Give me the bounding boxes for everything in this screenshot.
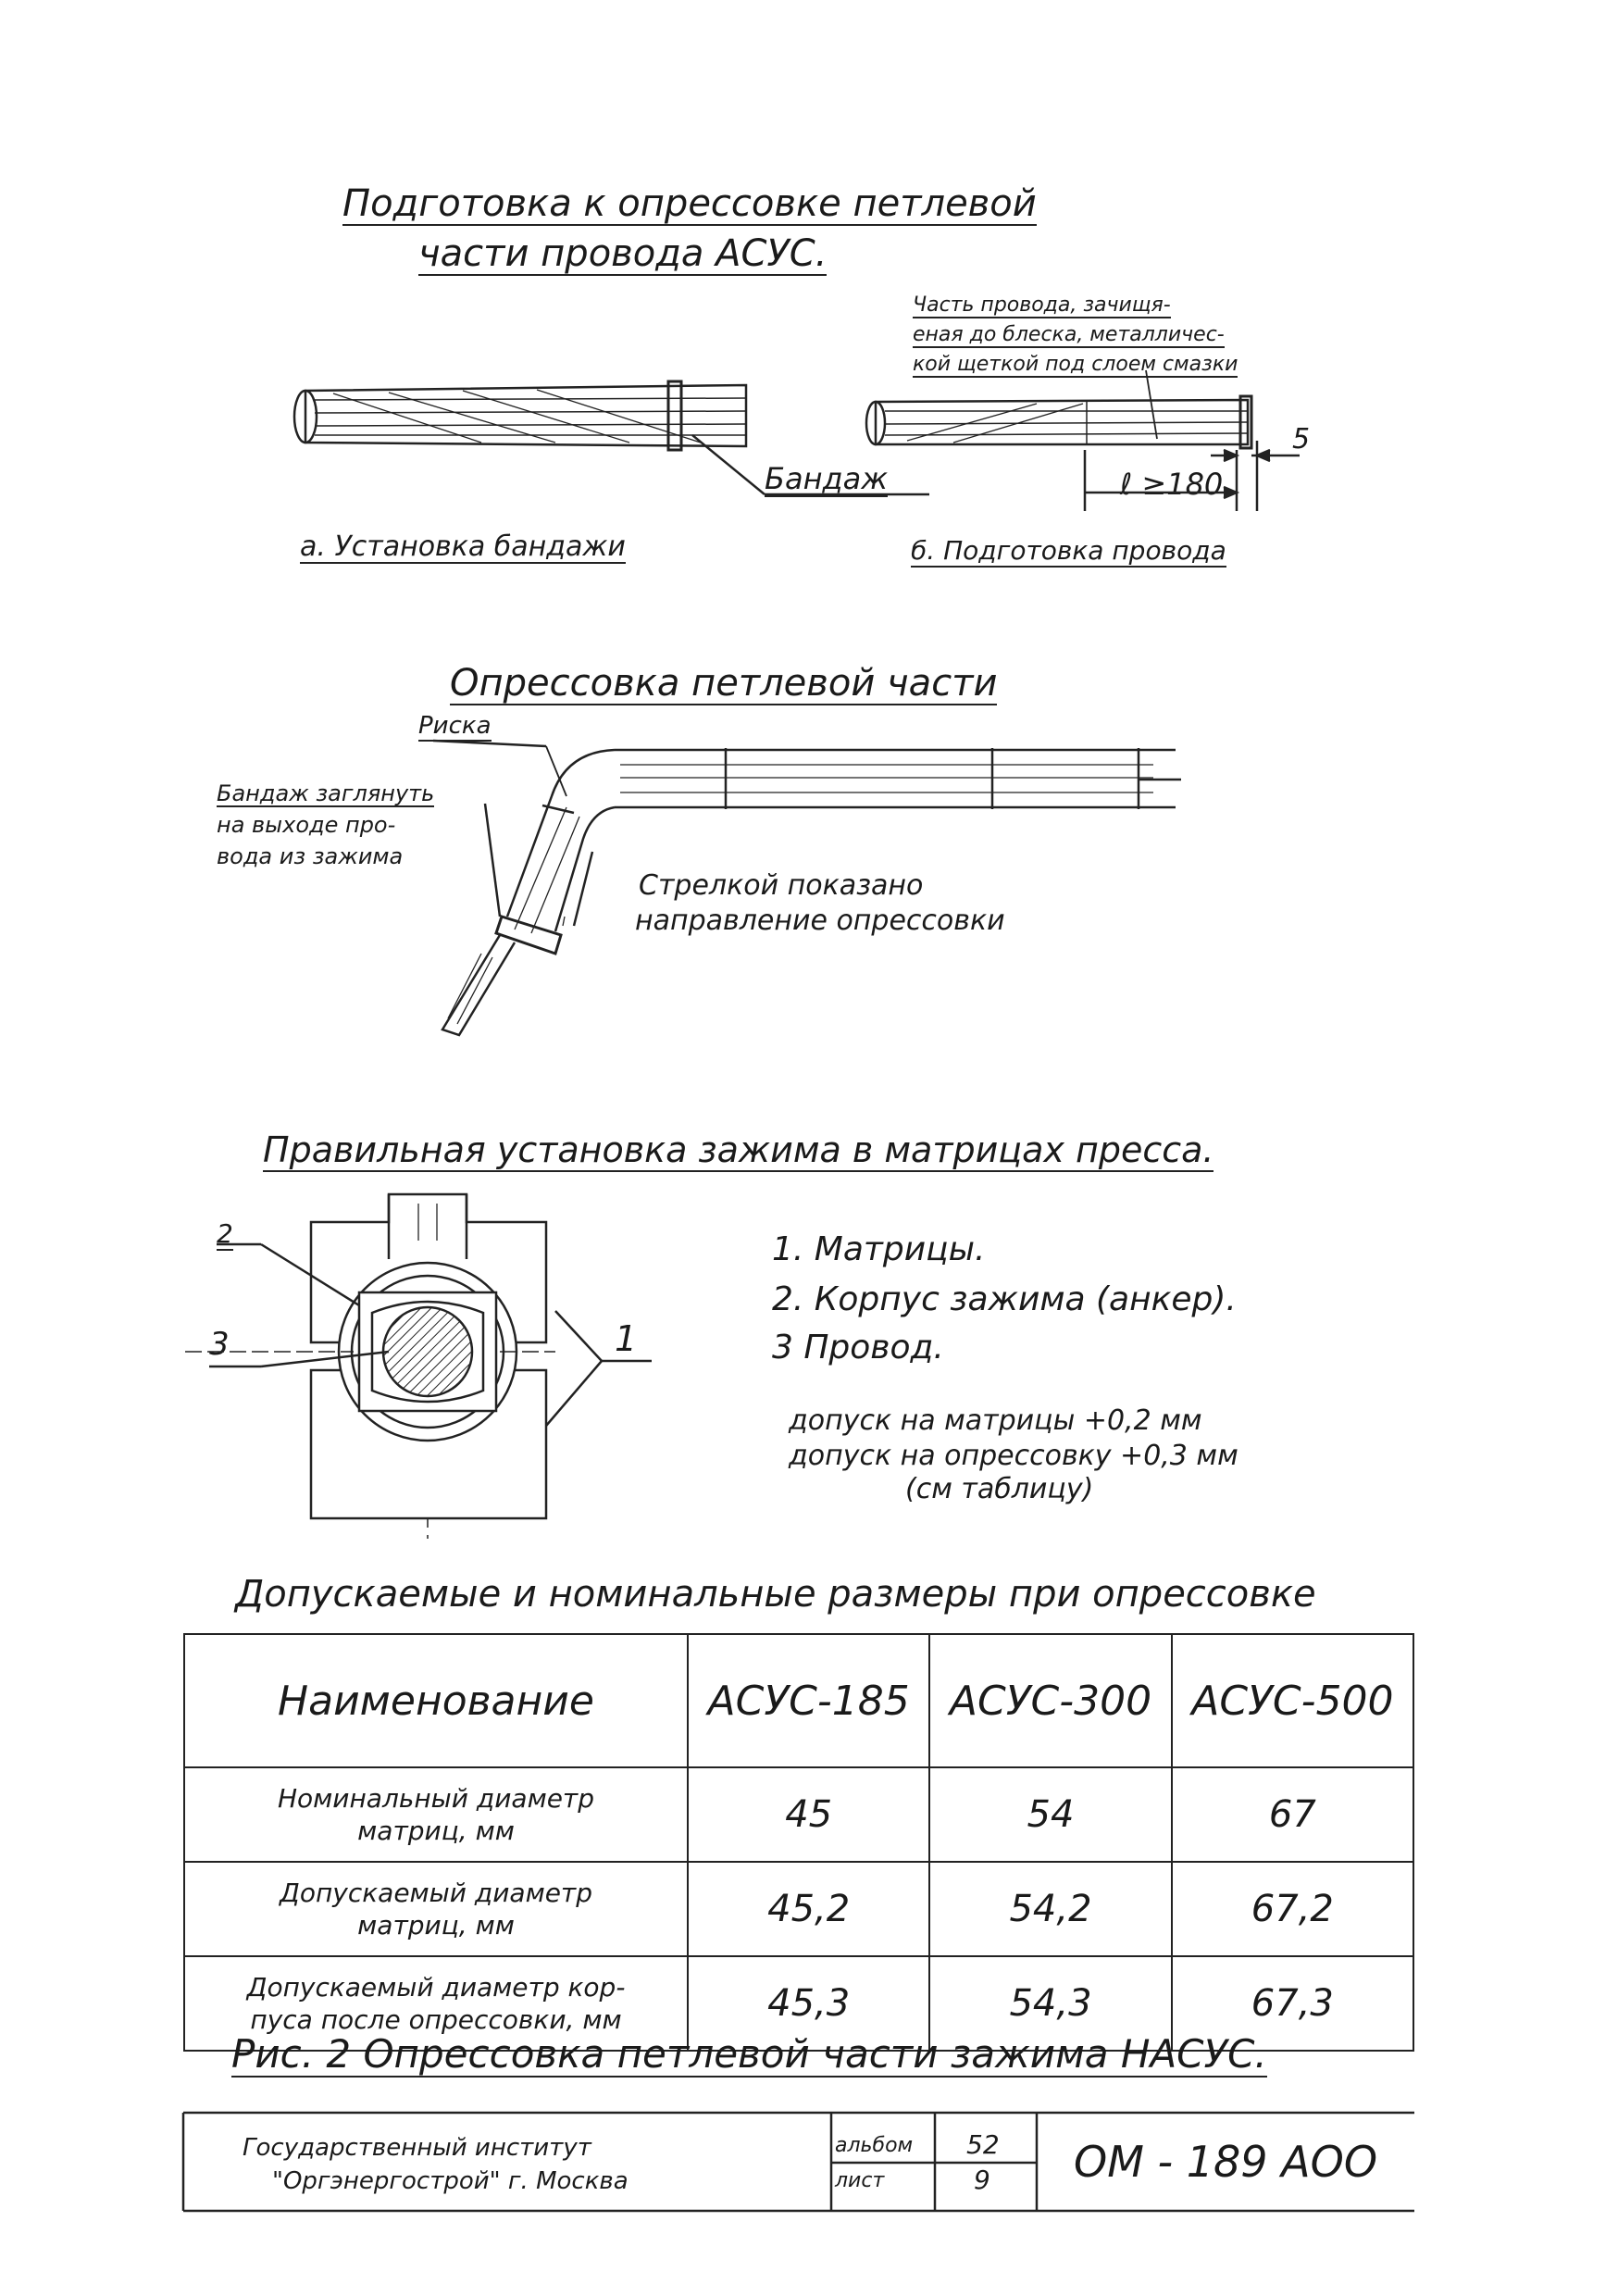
wire-note-line1: Часть провода, зачищя- — [913, 294, 1171, 318]
stamp-album-label: альбом — [835, 2134, 914, 2157]
bandage-note-line3: вода из зажима — [217, 843, 404, 869]
tolerance-line1: допуск на матрицы +0,2 мм — [789, 1404, 1202, 1437]
section2-title: Опрессовка петлевой части — [450, 662, 998, 705]
loop-pressing-drawing — [433, 741, 1181, 1035]
riska-label: Риска — [418, 712, 492, 740]
stamp-sheet-label: лист — [835, 2169, 885, 2192]
cell-value: 67,3 — [1172, 1956, 1413, 2051]
stamp-org-line1: Государственный институт — [243, 2134, 591, 2162]
cell-value: 54,2 — [929, 1862, 1171, 1956]
gap-label: 5 — [1292, 423, 1311, 455]
legend-item-3: 3 Провод. — [772, 1329, 944, 1366]
header-acyc-300: АСУС-300 — [929, 1634, 1171, 1767]
wire-with-bandage-drawing — [294, 381, 929, 494]
callout-3: 3 — [209, 1326, 230, 1363]
header-name: Наименование — [184, 1634, 688, 1767]
header-acyc-500: АСУС-500 — [1172, 1634, 1413, 1767]
callout-2: 2 — [217, 1218, 233, 1249]
title-block-frame — [183, 2113, 1414, 2211]
cell-value: 54,3 — [929, 1956, 1171, 2051]
legend-item-2: 2. Корпус зажима (анкер). — [772, 1280, 1237, 1318]
legend-item-1: 1. Матрицы. — [772, 1230, 986, 1268]
tolerance-line2: допуск на опрессовку +0,3 мм — [789, 1440, 1238, 1472]
die-cross-section-drawing — [185, 1194, 652, 1546]
cell-value: 45,2 — [688, 1862, 929, 1956]
bandage-note-line2: на выходе про- — [217, 812, 396, 838]
row-name: Допускаемый диаметр матриц, мм — [184, 1862, 688, 1956]
bandage-label: Бандаж — [765, 461, 889, 496]
header-acyc-185: АСУС-185 — [688, 1634, 929, 1767]
section1-title-line2: части провода АСУС. — [418, 232, 828, 275]
section3-title: Правильная установка зажима в матрицах пресса. — [263, 1129, 1214, 1170]
stamp-org-line2: "Оргэнергострой" г. Москва — [272, 2167, 629, 2195]
arrow-note-line2: направление опрессовки — [635, 905, 1005, 937]
cell-value: 54 — [929, 1767, 1171, 1862]
table-title: Допускаемые и номинальные размеры при опрессовке — [235, 1573, 1316, 1616]
wire-note-line3: кой щеткой под слоем смазки — [913, 354, 1238, 378]
row-name: Номинальный диаметр матриц, мм — [184, 1767, 688, 1862]
caption-a: а. Установка бандажи — [300, 530, 626, 563]
figure-caption: Рис. 2 Опрессовка петлевой части зажима НАСУС. — [231, 2031, 1267, 2077]
callout-1: 1 — [615, 1318, 638, 1359]
caption-b: б. Подготовка провода — [911, 535, 1226, 566]
cell-value: 67 — [1172, 1767, 1413, 1862]
tolerance-line3: (см таблицу) — [905, 1473, 1094, 1505]
cell-value: 45,3 — [688, 1956, 929, 2051]
stamp-doc-code: ОМ - 189 АОО — [1074, 2137, 1378, 2187]
cell-value: 45 — [688, 1767, 929, 1862]
length-label: ℓ ≥180 — [1120, 467, 1224, 502]
arrow-note-line1: Стрелкой показано — [639, 869, 924, 902]
stamp-album-value: 52 — [966, 2129, 1000, 2160]
stamp-sheet-value: 9 — [974, 2165, 990, 2195]
section1-title-line1: Подготовка к опрессовке петлевой — [342, 182, 1037, 225]
row-name: Допускаемый диаметр кор- пуса после опрессовки, мм — [184, 1956, 688, 2051]
cell-value: 67,2 — [1172, 1862, 1413, 1956]
wire-note-line2: еная до блеска, металличес- — [913, 324, 1225, 348]
prepared-wire-drawing — [866, 370, 1300, 511]
bandage-note-line1: Бандаж заглянуть — [217, 780, 435, 806]
